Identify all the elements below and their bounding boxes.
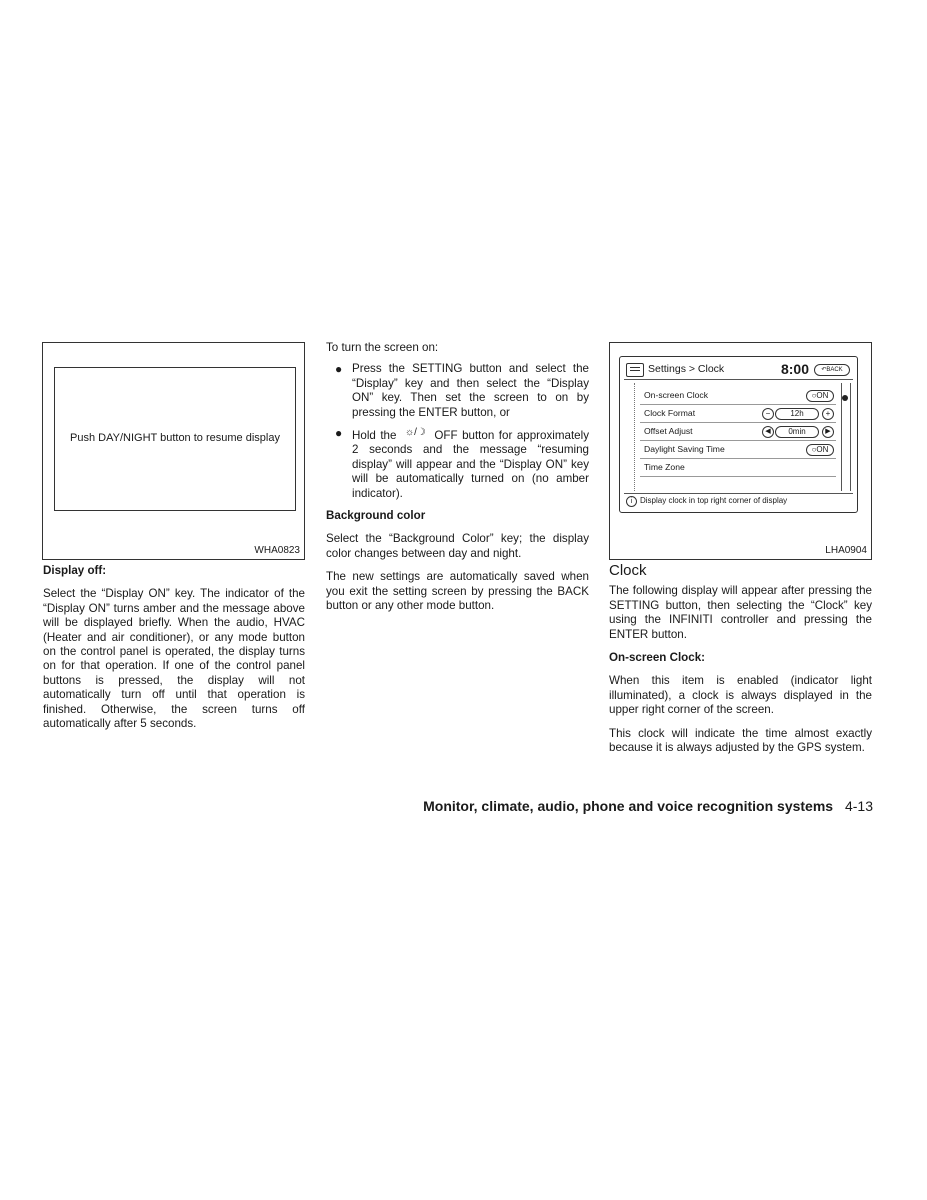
- left-arrow-icon[interactable]: ◀: [762, 426, 774, 438]
- back-arrow-icon: ↶: [821, 367, 827, 373]
- on-indicator[interactable]: [806, 390, 834, 402]
- scroll-thumb-icon: [842, 395, 848, 401]
- indicator-value: ON: [816, 445, 829, 454]
- screen-footer: [624, 493, 853, 508]
- back-label: BACK: [826, 367, 843, 373]
- info-icon: i: [626, 496, 637, 507]
- on-screen-clock-paragraph: When this item is enabled (indicator light illuminated), a clock is always displayed in the upper right corner of the screen.: [609, 674, 872, 717]
- plus-icon[interactable]: +: [822, 408, 834, 420]
- minus-icon[interactable]: −: [762, 408, 774, 420]
- indicator-value: ON: [816, 391, 829, 400]
- bullet-text-end: OFF button for approximately 2 seconds and the message “resuming display” will appear and the “Display ON” key will be automatically turned on (no amber indicator).: [352, 429, 589, 500]
- turn-on-intro: To turn the screen on:: [326, 341, 439, 354]
- page-footer: [423, 798, 873, 814]
- on-screen-clock-heading: On-screen Clock:: [609, 651, 705, 665]
- value-field: 0min: [775, 426, 819, 438]
- settings-list: [640, 387, 836, 477]
- indicator-icon: ○: [811, 445, 817, 454]
- setting-label: Daylight Saving Time: [644, 444, 725, 454]
- indicator-icon: ○: [811, 391, 817, 400]
- right-arrow-icon[interactable]: ▶: [822, 426, 834, 438]
- gps-paragraph: This clock will indicate the time almost exactly because it is always adjusted by the GPS system.: [609, 726, 872, 755]
- screen-side-strip: [624, 383, 635, 491]
- bullet-dot-icon: ●: [335, 426, 343, 441]
- day-night-icon: ☼/☽: [404, 427, 426, 439]
- value-field: 12h: [775, 408, 819, 420]
- setting-label: Clock Format: [644, 408, 696, 418]
- display-off-paragraph: Select the “Display ON” key. The indicator of the “Display ON” turns amber and the message above will be displayed briefly. When the audio, HVAC (Heater and air conditioner), or any mode button on the control panel is operated, the display turns on for that operation. If one of the control panel buttons is pressed, the display will not automatically turn off until that operation is finished. Otherwise, the screen turns off automatically after 5 seconds.: [43, 587, 305, 731]
- setting-label: On-screen Clock: [644, 390, 708, 400]
- right-text-column: [609, 562, 872, 764]
- figure-id: LHA0904: [825, 545, 867, 556]
- settings-menu-icon: [626, 363, 644, 377]
- bullet-item: [326, 426, 589, 501]
- background-color-paragraph: Select the “Background Color” key; the display color changes between day and night.: [326, 532, 589, 560]
- bullet-text-start: Hold the: [352, 429, 397, 443]
- footer-section-title: Monitor, climate, audio, phone and voice recognition systems: [423, 798, 834, 814]
- bullet-item: [326, 362, 589, 420]
- setting-row-clock-format[interactable]: [640, 405, 836, 423]
- back-button[interactable]: [814, 364, 850, 376]
- display-off-heading: Display off:: [43, 564, 107, 577]
- clock-time: 8:00: [780, 361, 809, 377]
- setting-label: Offset Adjust: [644, 426, 693, 436]
- bullet-text: Press the SETTING button and select the “Display” key and then select the “Display ON” key. Then set the screen to on by pressing the ENTER button, or: [352, 362, 589, 419]
- background-color-heading: Background color: [326, 509, 426, 523]
- on-indicator[interactable]: [806, 444, 834, 456]
- bullet-dot-icon: ●: [335, 362, 343, 377]
- figure-message: Push DAY/NIGHT button to resume display: [70, 432, 280, 444]
- screen-scrollbar[interactable]: [841, 383, 851, 491]
- screen-header: [624, 361, 853, 380]
- settings-saved-paragraph: The new settings are automatically saved when you exit the setting screen by pressing the BACK button or any other mode button.: [326, 570, 589, 613]
- middle-text-column: [326, 341, 589, 623]
- left-text-column: [43, 564, 305, 740]
- footer-hint: Display clock in top right corner of display: [640, 496, 788, 505]
- setting-row-time-zone[interactable]: [640, 459, 836, 477]
- screen-title: Settings > Clock: [648, 363, 725, 375]
- figure-screen-frame: [54, 367, 296, 511]
- setting-row-on-screen-clock[interactable]: [640, 387, 836, 405]
- clock-section-title: Clock: [609, 562, 647, 579]
- page-number: 4-13: [844, 798, 873, 814]
- clock-intro-paragraph: The following display will appear after pressing the SETTING button, then selecting the “Clock” key using the INFINITI controller and pressing the ENTER button.: [609, 584, 872, 641]
- setting-row-daylight-saving[interactable]: [640, 441, 836, 459]
- setting-row-offset-adjust[interactable]: [640, 423, 836, 441]
- setting-label: Time Zone: [644, 462, 685, 472]
- figure-id: WHA0823: [254, 545, 300, 556]
- clock-settings-screen: [619, 356, 858, 513]
- display-off-figure: [42, 342, 305, 560]
